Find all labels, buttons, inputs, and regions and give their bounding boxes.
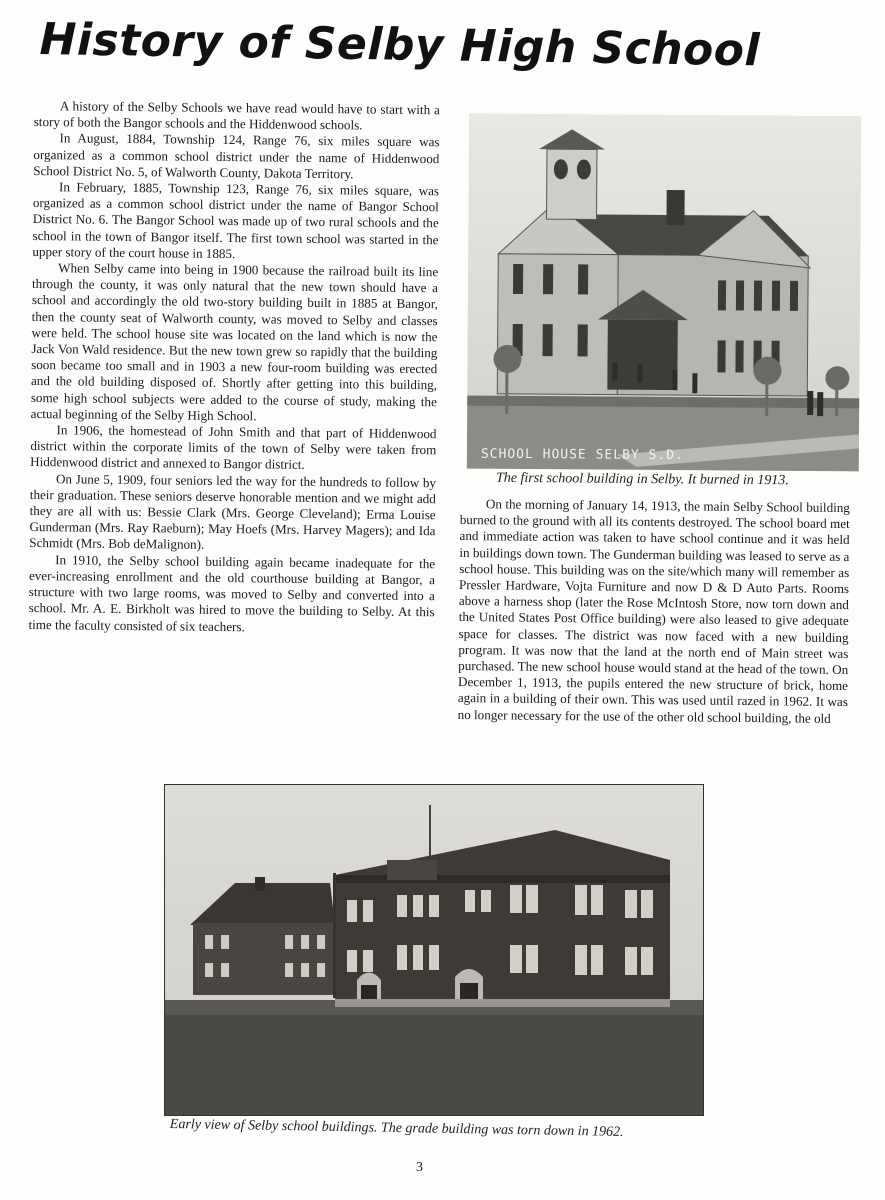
paragraph: In 1910, the Selby school building again became inadequate for the ever-increasing enrollment and the old courthouse building at Bangor, a structure with two large rooms, was moved to Selby and converted into a school. Mr. A. E. Birkholt was hired to move the building to Selby. At this time the faculty consisted of six teachers. [28,551,436,634]
photo-inscription: SCHOOL HOUSE SELBY S.D. [480,446,684,464]
left-text-column [28,98,440,637]
school-buildings-photo [164,784,704,1116]
paragraph: In February, 1885, Township 123, Range 76, six miles square, was organized as a common school district under the name of Bangor School District No. 6. The Bangor School was made up of two rural schools and the school in the town of Bangor itself. The first town school was started in the upper story of the court house in 1885. [32,179,440,261]
photo-caption: Early view of Selby school buildings. The grade building was torn down in 1962. [169,1117,624,1140]
right-text-column [458,496,850,727]
photo-caption: The first school building in Selby. It burned in 1913. [495,470,789,489]
paragraph: When Selby came into being in 1900 because the railroad built its line through the county, it was only natural that the new town should have a school and accordingly the old two-story building built in 1885 at Bangor, then the county seat of Walworth county, was moved to Selby and classes were held. The school house site was located on the land which is now the Jack Von Wald residence. But the new town grew so rapidly that the building soon became too small and in 1903 a new four-room building was erected and the old building disposed of. Shortly after getting into this building, some high school subjects were added to the course of study, making the actual beginning of the Selby High School. [30,260,439,424]
page-number: 3 [416,1160,423,1175]
paragraph: A history of the Selby Schools we have read would have to start with a story of both the Bangor schools and the Hiddenwood schools. [33,98,440,133]
paragraph: In 1906, the homestead of John Smith and that part of Hiddenwood district within the corporate limits of the town of Selby were taken from Hiddenwood district and annexed to Bangor district. [30,422,437,473]
paragraph: On the morning of January 14, 1913, the main Selby School building burned to the ground with all its contents destroyed. The school board met and immediate action was taken to have school continue and it was held in buildings down town. The Gunderman building was leased to serve as a school house. This building was on the site/which many will remember as Pressler Hardware, Vojta Furniture and now D & D Auto Parts. Rooms above a harness shop (later the Rose McIntosh Store, now torn down and the United States Post Office building) were also leased to give adequate space for classes. The district was now faced with a new building program. It was now that the land at the north end of Main street was purchased. The new school house would stand at the head of the town. On December 1, 1913, the pupils entered the new structure of brick, home again in a building of their own. This was used until razed in 1962. It was no longer necessary for the use of the other old school building, the old [457,496,850,726]
first-school-photo [467,114,861,472]
paragraph: In August, 1884, Township 124, Range 76, six miles square was organized as a common school district under the name of Hiddenwood School District No. 5, of Walworth County, Dakota Territory. [33,130,440,182]
paragraph: On June 5, 1909, four seniors led the way for the hundreds to follow by their graduation. These seniors deserve honorable mention and we might add they are all with us: Bessie Clark (Mrs. George Cleveland); Erma Louise Gunderman (Mrs. Ray Raeburn); May Hoefs (Mrs. Harvey Magers); and Ida Schmidt (Mrs. Bob deMalignon). [29,470,437,553]
page-title: History of Selby High School [39,14,761,77]
